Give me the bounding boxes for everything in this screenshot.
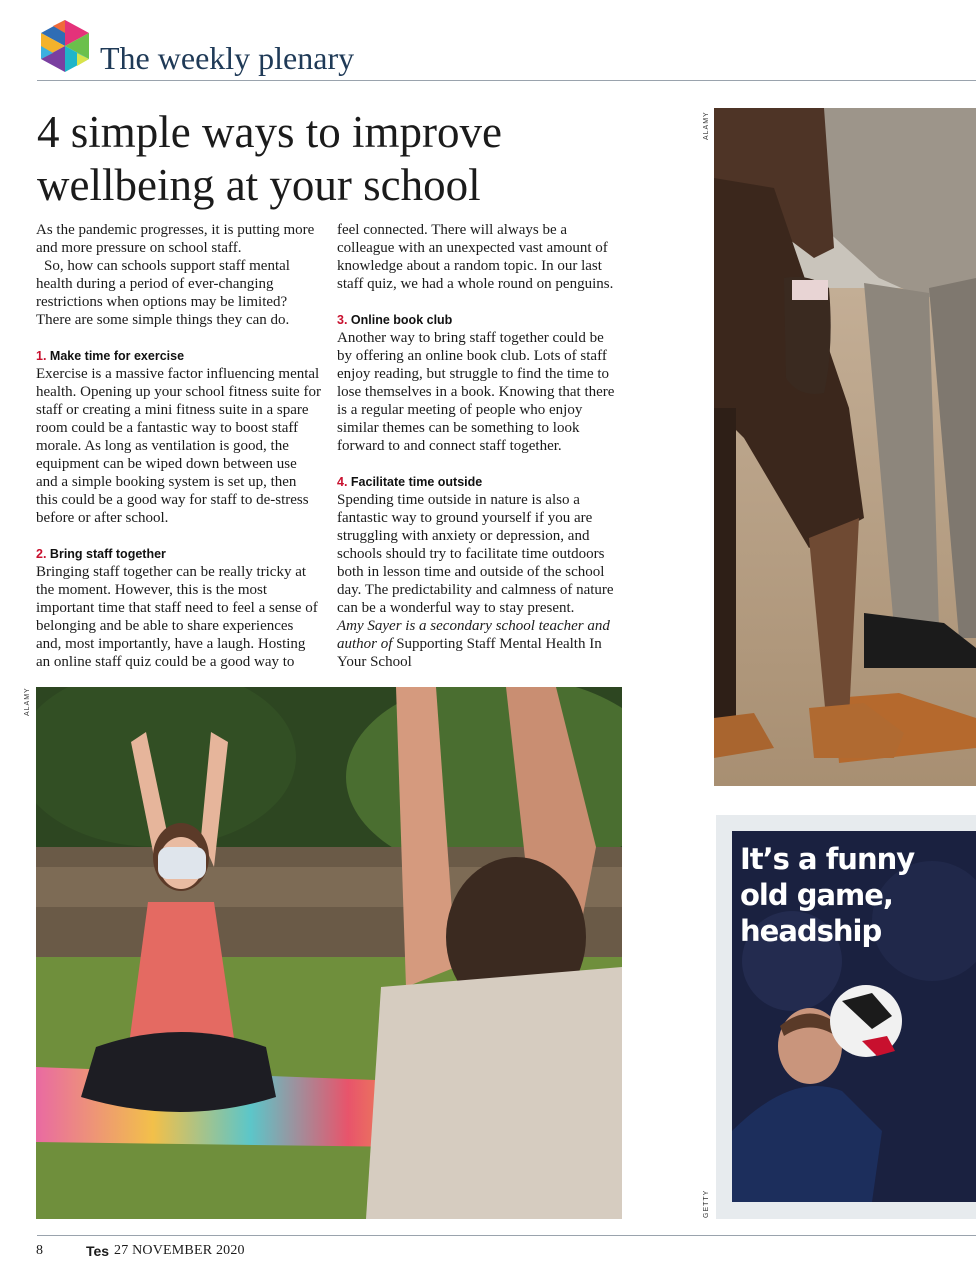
author-byline xyxy=(337,617,622,671)
photo-credit-bottom: GETTY xyxy=(703,1189,710,1218)
section-heading-2-text: Bring staff together xyxy=(49,547,166,561)
intro-paragraph-2: So, how can schools support staff mental health during a period of ever-changing restrictions when options may be limited? There are some simple things they can do. xyxy=(36,258,290,328)
section-body-2-continued: feel connected. There will always be a colleague with an unexpected vast amount of knowledge about a random topic. In our last staff quiz, we had a whole round on penguins. xyxy=(337,222,614,292)
section-heading-4 xyxy=(337,473,622,491)
section-heading-2 xyxy=(36,545,321,563)
section-heading-1 xyxy=(36,347,321,365)
section-body-2: Bringing staff together can be really tricky at the moment. However, this is the most important time that staff need to feel a sense of belonging and be able to share experiences and, most importantly, have a laugh. Hosting an online staff quiz could be a good way to xyxy=(36,564,318,670)
section-number-4: 4. xyxy=(337,475,348,489)
tes-logo-icon xyxy=(37,18,93,74)
article-headline xyxy=(37,106,657,212)
page-number: 8 xyxy=(36,1243,43,1258)
section-heading-1-text: Make time for exercise xyxy=(49,349,185,363)
photo-outdoor-yoga xyxy=(36,687,622,1219)
photo-credit-top: ALAMY xyxy=(703,111,710,140)
section-number-1: 1. xyxy=(36,349,47,363)
footer-divider xyxy=(37,1235,976,1236)
footer-date: 27 NOVEMBER 2020 xyxy=(114,1243,245,1258)
section-body-3: Another way to bring staff together could be by offering an online book club. Lots of staff enjoy reading, but struggle to find the time to lose themselves in a book. Knowing that there is a regular meeting of people who enjoy similar themes can be something to look forward to and connect staff together. xyxy=(337,330,615,454)
section-body-1: Exercise is a massive factor influencing mental health. Opening up your school fitness suite for staff or creating a mini fitness suite in a spare room could be a fantastic way to boost staff morale. As long as ventilation is good, the equipment can be wiped down between use and a simple booking system is set up, then this could be a good way for staff to de-stress before or after school. xyxy=(36,366,321,526)
section-heading-3-text: Online book club xyxy=(350,313,453,327)
intro-paragraph-1: As the pandemic progresses, it is putting more and more pressure on school staff. xyxy=(36,222,315,256)
byline-book-title: Supporting Staff Mental Health In Your School xyxy=(337,636,602,670)
section-number-2: 2. xyxy=(36,547,47,561)
headline-line-2: wellbeing at your school xyxy=(37,160,481,210)
article-column-right xyxy=(337,221,622,671)
byline-italic: Amy Sayer is a secondary school teacher and author of xyxy=(337,618,610,652)
photo-credit-middle: ALAMY xyxy=(24,687,31,716)
section-body-4: Spending time outside in nature is also a fantastic way to ground yourself if you are struggling with anxiety or depression, and schools should try to facilitate time outdoors both in lesson time and outside of the school day. The predictability and calmness of nature can be a wonderful way to stay present. xyxy=(337,492,614,616)
footer-brand: Tes xyxy=(86,1243,110,1259)
article-column-left xyxy=(36,221,321,671)
section-title: The weekly plenary xyxy=(100,40,355,76)
section-heading-4-text: Facilitate time outside xyxy=(350,475,483,489)
section-number-3: 3. xyxy=(337,313,348,327)
promo-title: It’s a funny old game, headship xyxy=(740,842,915,948)
section-heading-3 xyxy=(337,311,622,329)
headline-line-1: 4 simple ways to improve xyxy=(37,107,502,157)
photo-suited-legs xyxy=(714,108,976,786)
header-divider xyxy=(37,80,976,81)
